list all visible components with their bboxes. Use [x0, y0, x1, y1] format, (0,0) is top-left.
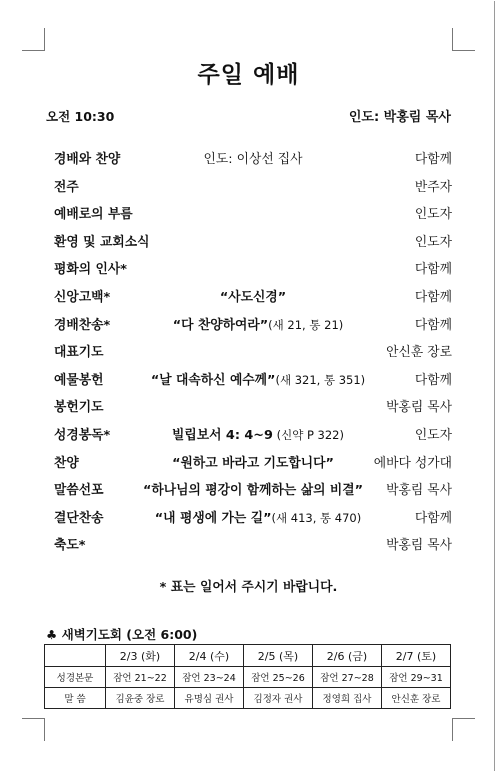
order-item-detail	[54, 367, 452, 395]
club-icon: ♣	[46, 627, 58, 642]
crop-mark-top-right	[452, 28, 475, 51]
order-item-name: 전주	[54, 179, 79, 195]
order-item-name: 환영 및 교회소식	[54, 234, 150, 250]
table-row	[45, 667, 451, 688]
order-item-name: 축도*	[54, 538, 86, 554]
order-item	[54, 450, 452, 478]
order-item-reference: (새 321, 통 351)	[275, 372, 366, 387]
order-item-name: 평화의 인사*	[54, 262, 127, 278]
order-item	[54, 339, 452, 367]
table-cell: 김윤중 장로	[106, 688, 175, 709]
order-item-name: 봉헌기도	[54, 400, 104, 416]
table-cell: 김정자 권사	[244, 688, 313, 709]
order-item	[54, 477, 452, 505]
service-leader: 인도: 박홍림 목사	[348, 110, 451, 125]
order-of-service	[54, 146, 452, 560]
order-item-title: “날 대속하신 예수께”	[150, 372, 276, 388]
order-item-title: “다 찬양하여라”	[172, 317, 269, 333]
crop-mark-top-left	[22, 28, 45, 51]
order-item	[54, 201, 452, 229]
order-item-detail	[54, 505, 452, 533]
table-header-date: 2/5 (목)	[244, 645, 313, 667]
order-item-detail	[54, 422, 452, 450]
table-cell: 잠언 27~28	[313, 667, 382, 688]
dawn-prayer-title-text: 새벽기도회 (오전 6:00)	[61, 627, 198, 642]
table-header-date: 2/4 (수)	[175, 645, 244, 667]
table-header-date: 2/3 (화)	[106, 645, 175, 667]
table-cell: 잠언 23~24	[175, 667, 244, 688]
order-item-name: 성경봉독*	[54, 427, 111, 443]
order-item	[54, 312, 452, 340]
order-item-detail	[54, 146, 452, 174]
order-item-person: 다함께	[414, 372, 452, 388]
crop-mark-bottom-right	[452, 718, 475, 741]
order-item-person: 다함께	[414, 289, 452, 305]
order-item-person: 인도자	[414, 234, 452, 250]
order-item-title: “원하고 바라고 기도합니다”	[172, 455, 334, 471]
order-item-name: 경배와 찬양	[54, 152, 121, 167]
order-item-person: 안신훈 장로	[386, 345, 452, 361]
table-header-date: 2/6 (금)	[313, 645, 382, 667]
table-header-row	[45, 645, 451, 667]
order-item	[54, 284, 452, 312]
order-item-name: 찬양	[54, 455, 79, 471]
order-item	[54, 505, 452, 533]
order-item	[54, 367, 452, 395]
table-row	[45, 688, 451, 709]
order-item-person: 박홍림 목사	[386, 538, 452, 554]
row-label: 성경본문	[45, 667, 106, 688]
standing-note: * 표는 일어서 주시기 바랍니다.	[159, 580, 338, 595]
order-item-detail	[54, 284, 452, 312]
order-item-name: 결단찬송	[54, 510, 104, 526]
table-cell: 정영희 집사	[313, 688, 382, 709]
dawn-prayer-title	[46, 625, 197, 643]
order-item-person: 인도자	[414, 207, 452, 223]
order-item-detail-text: 인도: 이상선 집사	[203, 152, 303, 167]
order-item-name: 말씀선포	[54, 483, 104, 499]
order-item-reference: (새 21, 통 21)	[268, 317, 344, 332]
order-item-reference: (신약 P 322)	[272, 427, 344, 442]
row-label: 말 씀	[45, 688, 106, 709]
order-item	[54, 174, 452, 202]
order-item-person: 다함께	[414, 510, 452, 526]
order-item	[54, 256, 452, 284]
order-item-name: 예배로의 부름	[54, 207, 133, 223]
table-header-date: 2/7 (토)	[382, 645, 451, 667]
order-item	[54, 394, 452, 422]
order-item	[54, 422, 452, 450]
order-item-person: 박홍림 목사	[386, 483, 452, 499]
order-item	[54, 229, 452, 257]
page-title: 주일 예배	[197, 62, 300, 88]
order-item	[54, 532, 452, 560]
order-item-name: 예물봉헌	[54, 372, 104, 388]
table-cell: 안신훈 장로	[382, 688, 451, 709]
order-item-title: “사도신경”	[219, 289, 287, 305]
order-item-title: “하나님의 평강이 함께하는 삶의 비결”	[142, 483, 364, 499]
table-cell: 잠언 29~31	[382, 667, 451, 688]
order-item-person: 다함께	[414, 317, 452, 333]
order-item	[54, 146, 452, 174]
table-cell: 유명심 권사	[175, 688, 244, 709]
order-item-person: 다함께	[414, 262, 452, 278]
order-item-name: 신앙고백*	[54, 289, 111, 305]
table-header-empty	[45, 645, 106, 667]
order-item-detail	[54, 312, 452, 340]
order-item-person: 에바다 성가대	[373, 455, 452, 471]
table-cell: 잠언 21~22	[106, 667, 175, 688]
order-item-person: 박홍림 목사	[386, 400, 452, 416]
order-item-name: 경배찬송*	[54, 317, 111, 333]
order-item-reference: (새 413, 통 470)	[271, 510, 362, 525]
dawn-prayer-table	[44, 644, 451, 709]
order-item-title: “내 평생에 가는 길”	[154, 510, 272, 526]
order-item-person: 인도자	[414, 427, 452, 443]
service-time: 오전 10:30	[46, 109, 115, 124]
order-item-person: 반주자	[414, 179, 452, 195]
order-item-name: 대표기도	[54, 345, 104, 361]
crop-mark-bottom-left	[22, 718, 45, 741]
order-item-title: 빌립보서 4: 4~9	[172, 427, 273, 443]
order-item-person: 다함께	[414, 152, 452, 167]
table-cell: 잠언 25~26	[244, 667, 313, 688]
